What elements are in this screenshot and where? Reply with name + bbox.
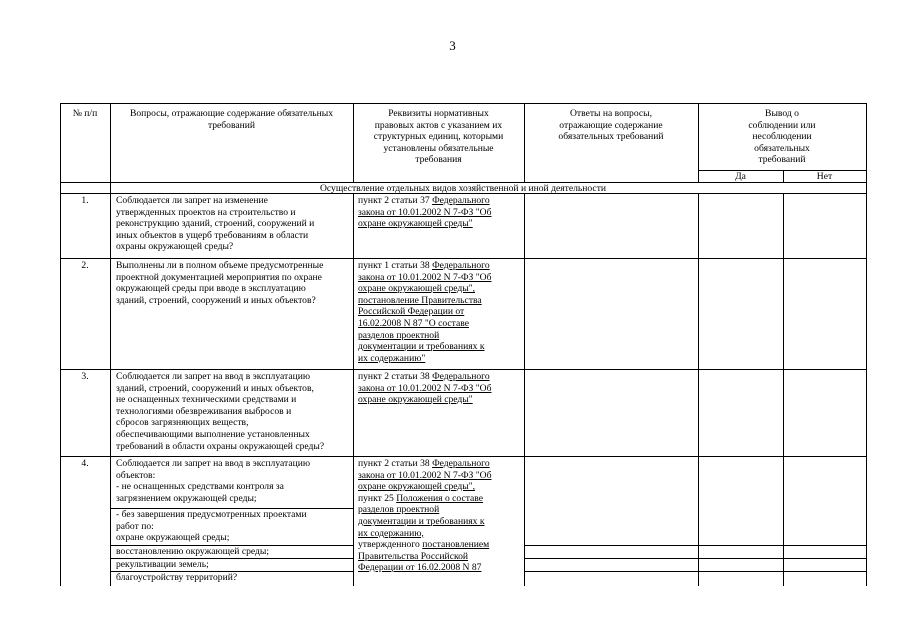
reference-link[interactable]: постановление Правительства [358,294,482,306]
table-border-top [60,103,867,104]
reference-link[interactable]: документации и требованиях к [358,515,485,527]
question-text: Соблюдается ли запрет на ввод в эксплуатацию зданий, строений, сооружений и иных объектов, не оснащенных техническими средствами и технологиями обезвреживания выбросов и сбросов загрязняющих веществ, обеспечивающими выполнение установленных требований в области охраны окружающей среды? [116,371,325,452]
table-border-left [60,103,61,586]
col-divider [698,193,699,586]
header-requisites: Реквизиты нормативных правовых актов с указанием их структурных единиц, которыми установлены обязательные требования [373,108,504,166]
reference-link[interactable]: закона от 10.01.2002 N 7-ФЗ "Об [358,469,492,481]
row-number: 3. [81,371,89,382]
reference-link[interactable]: разделов проектной [358,329,440,341]
row-number: 1. [81,195,89,206]
header-answers: Ответы на вопросы, отражающие содержание обязательных требований [558,108,664,143]
reference-link[interactable]: их содержанию" [358,352,426,364]
reference-link[interactable]: охране окружающей среды" [358,218,473,230]
question-text: Соблюдается ли запрет на ввод в эксплуатацию объектов: - не оснащенных средствами контроля за загрязнением окружающей среды; [116,458,311,504]
reference-link[interactable]: Федерального [432,195,490,206]
reference-link[interactable]: Федерального [432,260,490,271]
header-num: № п/п [72,108,98,119]
legal-reference: пункт 2 статьи 38 Федерального закона от 10.01.2002 N 7-ФЗ "Об охране окружающей среды" [358,371,492,406]
row-divider [60,369,867,370]
legal-reference: пункт 2 статьи 38 Федерального закона от 10.01.2002 N 7-ФЗ "Об охране окружающей среды", пункт 25 Положения о составе разделов проектной документации и требованиях к их содержанию, утвержденного постановлением Правительства Российской Федерации от 16.02.2008 N 87 [358,458,492,574]
reference-link[interactable]: охране окружающей среды", [358,481,476,493]
sub-item: рекультивации земель; [116,559,209,570]
reference-link[interactable]: Федерального [432,371,490,382]
subrow-divider [524,558,867,559]
reference-link[interactable]: их содержанию, [358,527,424,539]
reference-link[interactable]: закона от 10.01.2002 N 7-ФЗ "Об [358,382,492,394]
row-divider [60,456,867,457]
reference-link[interactable]: охране окружающей среды" [358,394,473,406]
table-border-right [866,103,867,586]
question-text: Выполнены ли в полном объеме предусмотренные проектной документацией мероприятия по охране окружающей среды при вводе в эксплуатацию зданий, строений, сооружений и иных объектов? [116,260,324,306]
col-divider [353,193,354,586]
reference-link[interactable]: Российской Федерации от [358,306,465,318]
header-yes: Да [735,171,746,182]
reference-link[interactable]: разделов проектной [358,504,440,516]
question-text: Соблюдается ли запрет на изменение утвержденных проектов на строительство и реконструкцию зданий, строений, сооружений и иных объектов в ущерб требованиям в области охраны окружающей среды? [116,195,315,253]
question-subtext: - без завершения предусмотренных проектами работ по: охране окружающей среды; [116,509,307,544]
row-divider [60,258,867,259]
reference-link[interactable]: Федерации от 16.02.2008 N 87 [358,562,482,574]
reference-link[interactable]: Правительства Российской [358,550,469,562]
reference-link[interactable]: закона от 10.01.2002 N 7-ФЗ "Об [358,271,492,283]
reference-link[interactable]: Положения о составе [396,492,484,504]
header-conclusion: Вывод о соблюдении или несоблюдении обязательных требований [748,108,816,166]
sub-item: благоустройству территорий? [116,572,238,583]
reference-link[interactable]: охране окружающей среды", [358,283,476,295]
col-divider [524,193,525,586]
header-questions: Вопросы, отражающие содержание обязательных требований [129,108,334,131]
subrow-divider [524,545,867,546]
legal-reference: пункт 2 статьи 37 Федерального закона от 10.01.2002 N 7-ФЗ "Об охране окружающей среды" [358,195,492,230]
reference-link[interactable]: 16.02.2008 N 87 "О составе [358,317,469,329]
header-no: Нет [816,171,833,182]
reference-link[interactable]: Федерального [432,458,490,469]
reference-link[interactable]: закона от 10.01.2002 N 7-ФЗ "Об [358,206,492,218]
sub-item: восстановлению окружающей среды; [116,546,270,557]
reference-link[interactable]: документации и требованиях к [358,341,485,353]
row-number: 2. [81,260,89,271]
subrow-divider [524,571,867,572]
col-divider [110,103,111,586]
legal-reference: пункт 1 статьи 38 Федерального закона от 10.01.2002 N 7-ФЗ "Об охране окружающей среды", постановление Правительства Российской Федерации от 16.02.2008 N 87 "О составе разделов проектной документации и требованиях к их содержанию" [358,260,492,364]
reference-link[interactable]: постановлением [422,539,490,551]
col-divider [783,193,784,586]
section-title: Осуществление отдельных видов хозяйственной и иной деятельности [319,183,607,194]
page-number: 3 [449,38,456,53]
row-number: 4. [81,458,89,469]
